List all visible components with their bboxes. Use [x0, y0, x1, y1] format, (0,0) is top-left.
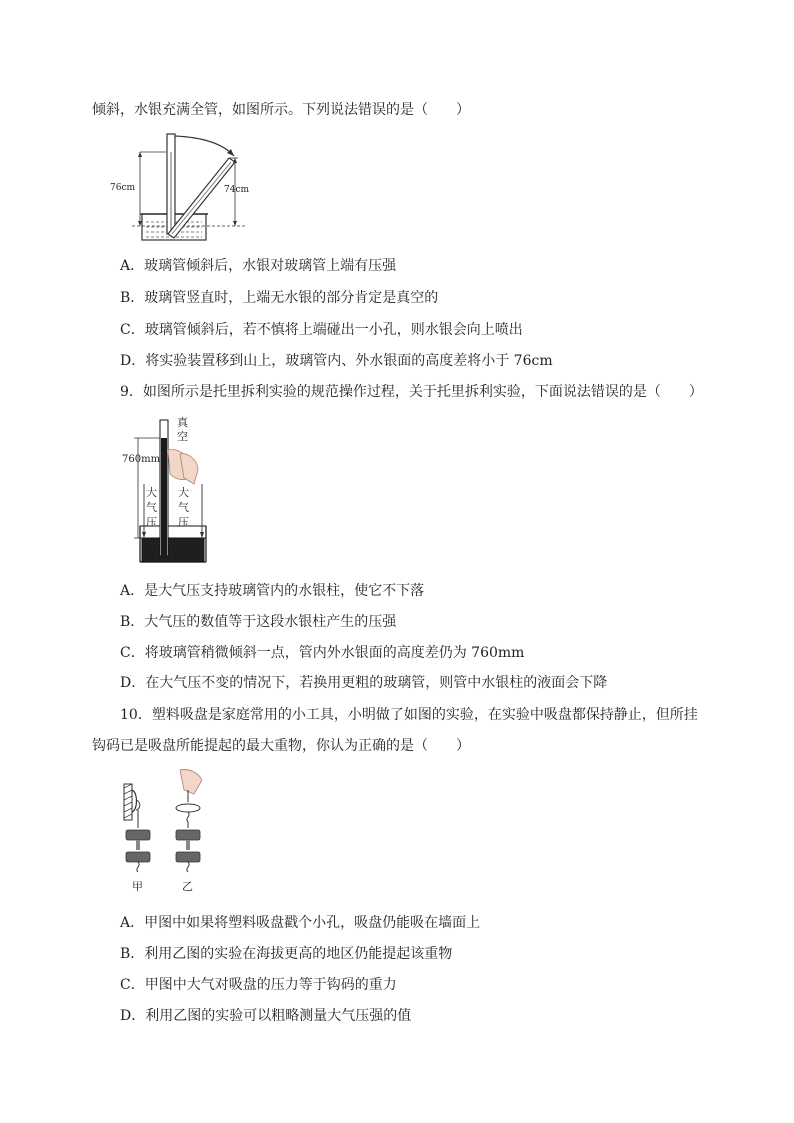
q9-option-a: A．是大气压支持玻璃管内的水银柱，使它不下落 [120, 583, 425, 599]
q9-label-760mm: 760mm [122, 454, 161, 465]
q8-label-76cm: 76cm [110, 183, 136, 193]
q10-label-jia: 甲 [132, 880, 143, 893]
q8-option-c: C．玻璃管倾斜后，若不慎将上端碰出一小孔，则水银会向上喷出 [120, 322, 523, 338]
weight-icon [176, 852, 200, 862]
q9-atm-left-2: 气 [146, 501, 157, 514]
q9-atm-right-3: 压 [178, 516, 189, 529]
suction-cup-icon [132, 790, 137, 812]
q8-rotation-arrow [175, 136, 234, 156]
q10-label-yi: 乙 [182, 880, 193, 893]
weight-icon [126, 830, 150, 840]
q9-option-c: C．将玻璃管稍微倾斜一点，管内外水银面的高度差仍为 760mm [120, 645, 525, 661]
q10-option-b: B．利用乙图的实验在海拔更高的地区仍能提起该重物 [120, 946, 453, 962]
q9-option-b: B．大气压的数值等于这段水银柱产生的压强 [120, 614, 397, 630]
q10-stem-line1: 10．塑料吸盘是家庭常用的小工具，小明做了如图的实验，在实验中吸盘都保持静止，但所挂 [120, 707, 698, 723]
q10-figure [118, 766, 218, 894]
q10-option-a: A．甲图中如果将塑料吸盘戳个小孔，吸盘仍能吸在墙面上 [120, 915, 481, 931]
q8-label-74cm: 74cm [224, 185, 250, 195]
q10-option-c: C．甲图中大气对吸盘的压力等于钩码的重力 [120, 977, 397, 993]
q9-atm-right-1: 大 [178, 486, 189, 499]
weight-icon [176, 830, 200, 840]
q9-figure [118, 414, 218, 566]
suction-cup-icon [176, 804, 200, 812]
q9-option-d: D．在大气压不变的情况下，若换用更粗的玻璃管，则管中水银柱的液面会下降 [120, 675, 608, 691]
q9-atm-left-3: 压 [146, 516, 157, 529]
q9-label-vacuum-1: 真 [177, 416, 188, 429]
q8-option-b: B．玻璃管竖直时，上端无水银的部分肯定是真空的 [120, 290, 439, 306]
q8-option-d: D．将实验装置移到山上，玻璃管内、外水银面的高度差将小于 76cm [120, 353, 553, 369]
q9-atm-left-1: 大 [146, 486, 157, 499]
q8-figure [110, 126, 270, 246]
q9-mercury-column [161, 438, 167, 556]
weight-icon [126, 852, 150, 862]
q9-basin [142, 538, 204, 562]
q8-stem-tail: 倾斜，水银充满全管，如图所示。下列说法错误的是（ ） [92, 102, 470, 118]
hand-icon [180, 769, 202, 794]
q10-stem-line2: 钩码已是吸盘所能提起的最大重物，你认为正确的是（ ） [92, 738, 470, 754]
q8-option-a: A．玻璃管倾斜后，水银对玻璃管上端有压强 [120, 258, 397, 274]
q9-stem: 9．如图所示是托里拆利实验的规范操作过程，关于托里拆利实验，下面说法错误的是（ ） [120, 384, 703, 400]
q9-label-vacuum-2: 空 [177, 430, 188, 443]
q10-option-d: D．利用乙图的实验可以粗略测量大气压强的值 [120, 1008, 412, 1024]
q9-atm-right-2: 气 [178, 501, 189, 514]
